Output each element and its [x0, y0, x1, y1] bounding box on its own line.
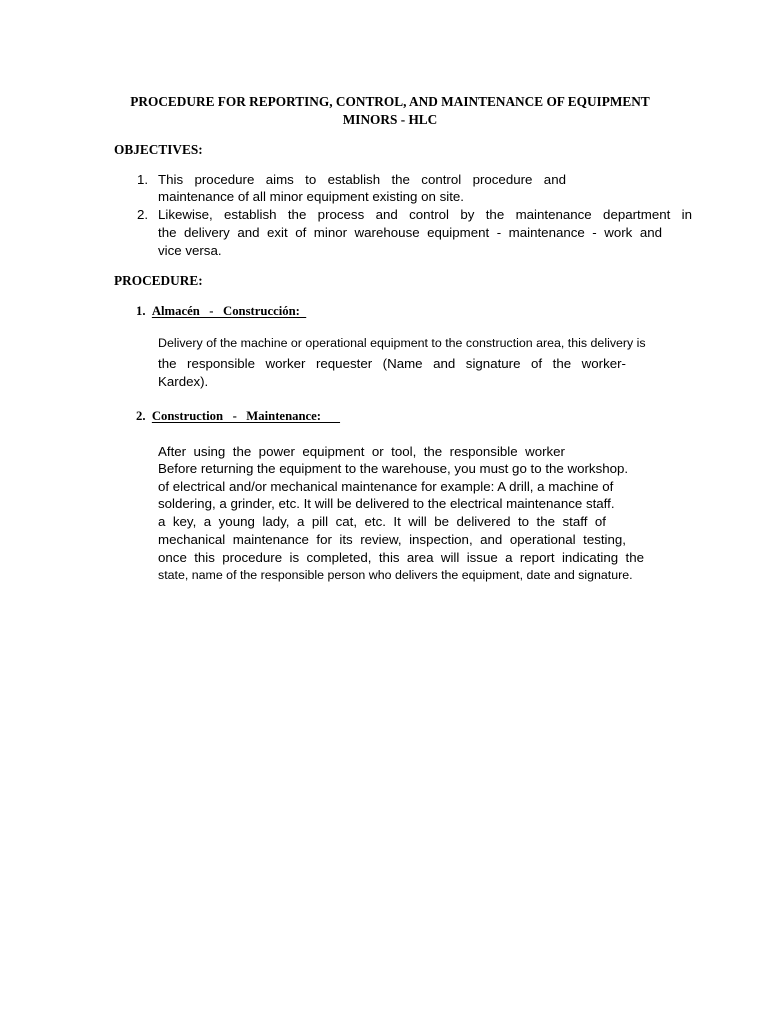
section-2-line-8: state, name of the responsible person who delivers the equipment, date and signature.	[158, 568, 633, 582]
section-2-line-6: mechanical maintenance for its review, inspection, and operational testing,	[158, 532, 626, 547]
section-2-line-7: once this procedure is completed, this area will issue a report indicating the	[158, 550, 644, 565]
section-1-line-2: the responsible worker requester (Name and signature of the worker-	[158, 356, 626, 371]
objective-2-line-3: vice versa.	[158, 243, 222, 258]
objective-2-number: 2.	[137, 207, 149, 222]
document-title-line-2: MINORS - HLC	[342, 112, 438, 127]
objective-1-number: 1.	[137, 172, 149, 187]
objective-1-line-2: maintenance of all minor equipment existing on site.	[158, 189, 464, 204]
section-2-label: Construction - Maintenance:	[151, 409, 341, 423]
objective-2-line-1: Likewise, establish the process and control by the maintenance department in	[158, 207, 692, 222]
procedure-heading: PROCEDURE:	[114, 273, 203, 288]
objectives-heading: OBJECTIVES:	[114, 142, 203, 157]
section-1-heading	[136, 303, 306, 320]
objective-1-line-1: This procedure aims to establish the control procedure and	[158, 172, 566, 187]
section-2-line-1: After using the power equipment or tool, the responsible worker	[158, 444, 565, 459]
section-1-number: 1.	[136, 304, 146, 318]
section-2-heading	[136, 408, 340, 425]
section-2-line-3: of electrical and/or mechanical maintenance for example: A drill, a machine of	[158, 479, 614, 494]
document-title-line-1: PROCEDURE FOR REPORTING, CONTROL, AND MAINTENANCE OF EQUIPMENT	[130, 94, 650, 109]
section-2-line-5: a key, a young lady, a pill cat, etc. It will be delivered to the staff of	[158, 514, 606, 529]
section-2-line-2: Before returning the equipment to the warehouse, you must go to the workshop.	[158, 461, 629, 476]
section-1-label: Almacén - Construcción:	[151, 304, 307, 318]
section-1-line-1: Delivery of the machine or operational equipment to the construction area, this delivery is	[158, 336, 646, 350]
section-1-line-3: Kardex).	[158, 374, 209, 389]
section-2-number: 2.	[136, 409, 146, 423]
objective-2-line-2: the delivery and exit of minor warehouse equipment - maintenance - work and	[158, 225, 662, 240]
section-2-line-4: soldering, a grinder, etc. It will be delivered to the electrical maintenance staff.	[158, 496, 615, 511]
